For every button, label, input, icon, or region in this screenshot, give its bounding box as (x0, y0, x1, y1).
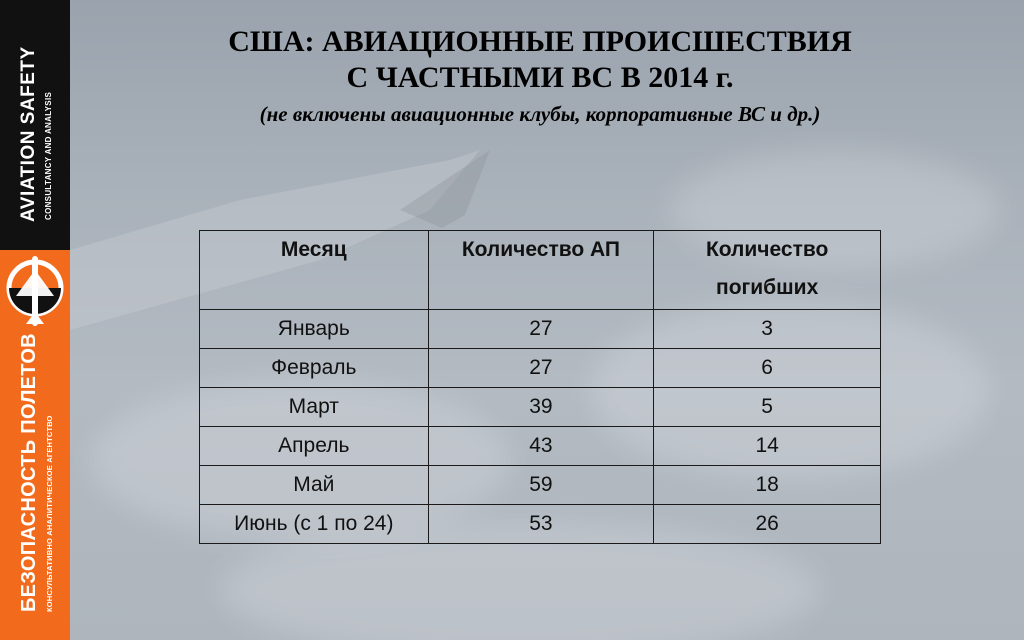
brand-ru-subtitle: КОНСУЛЬТАТИВНО АНАЛИТИЧЕСКОЕ АГЕНТСТВО (45, 415, 54, 612)
slide-subtitle: (не включены авиационные клубы, корпоративные ВС и др.) (259, 102, 821, 126)
airplane-circle-logo-icon (2, 250, 68, 338)
cell-accidents: 39 (428, 388, 654, 427)
cell-fatalities: 14 (654, 427, 881, 466)
table-row (200, 388, 881, 427)
header-fatalities: Количество погибших (654, 231, 881, 310)
cell-fatalities: 3 (654, 310, 881, 349)
header-accidents: Количество АП (428, 231, 654, 310)
cell-accidents: 59 (428, 466, 654, 505)
header-month: Месяц (200, 231, 429, 310)
cell-month: Март (200, 388, 429, 427)
cell-month: Апрель (200, 427, 429, 466)
table-row (200, 427, 881, 466)
accidents-table (199, 230, 881, 544)
cell-fatalities: 26 (654, 505, 881, 544)
cell-fatalities: 6 (654, 349, 881, 388)
brand-en-title: AVIATION SAFETY (18, 46, 39, 222)
table-row (200, 349, 881, 388)
table-header-row (200, 231, 881, 310)
cell-month: Май (200, 466, 429, 505)
brand-en-subtitle: CONSULTANCY AND ANALYSIS (44, 91, 53, 220)
cell-fatalities: 18 (654, 466, 881, 505)
cell-fatalities: 5 (654, 388, 881, 427)
brand-sidebar (0, 0, 70, 640)
brand-ru-title: БЕЗОПАСНОСТЬ ПОЛЕТОВ (18, 333, 40, 612)
cell-month: Февраль (200, 349, 429, 388)
slide-title-line2: С ЧАСТНЫМИ ВС В 2014 г. (346, 61, 734, 94)
table-row (200, 310, 881, 349)
cell-accidents: 53 (428, 505, 654, 544)
slide-title-line1: США: АВИАЦИОННЫЕ ПРОИСШЕСТВИЯ (228, 25, 852, 58)
cell-month: Январь (200, 310, 429, 349)
cell-accidents: 27 (428, 310, 654, 349)
cell-month: Июнь (с 1 по 24) (200, 505, 429, 544)
table-row (200, 505, 881, 544)
cell-accidents: 27 (428, 349, 654, 388)
cell-accidents: 43 (428, 427, 654, 466)
table-row (200, 466, 881, 505)
